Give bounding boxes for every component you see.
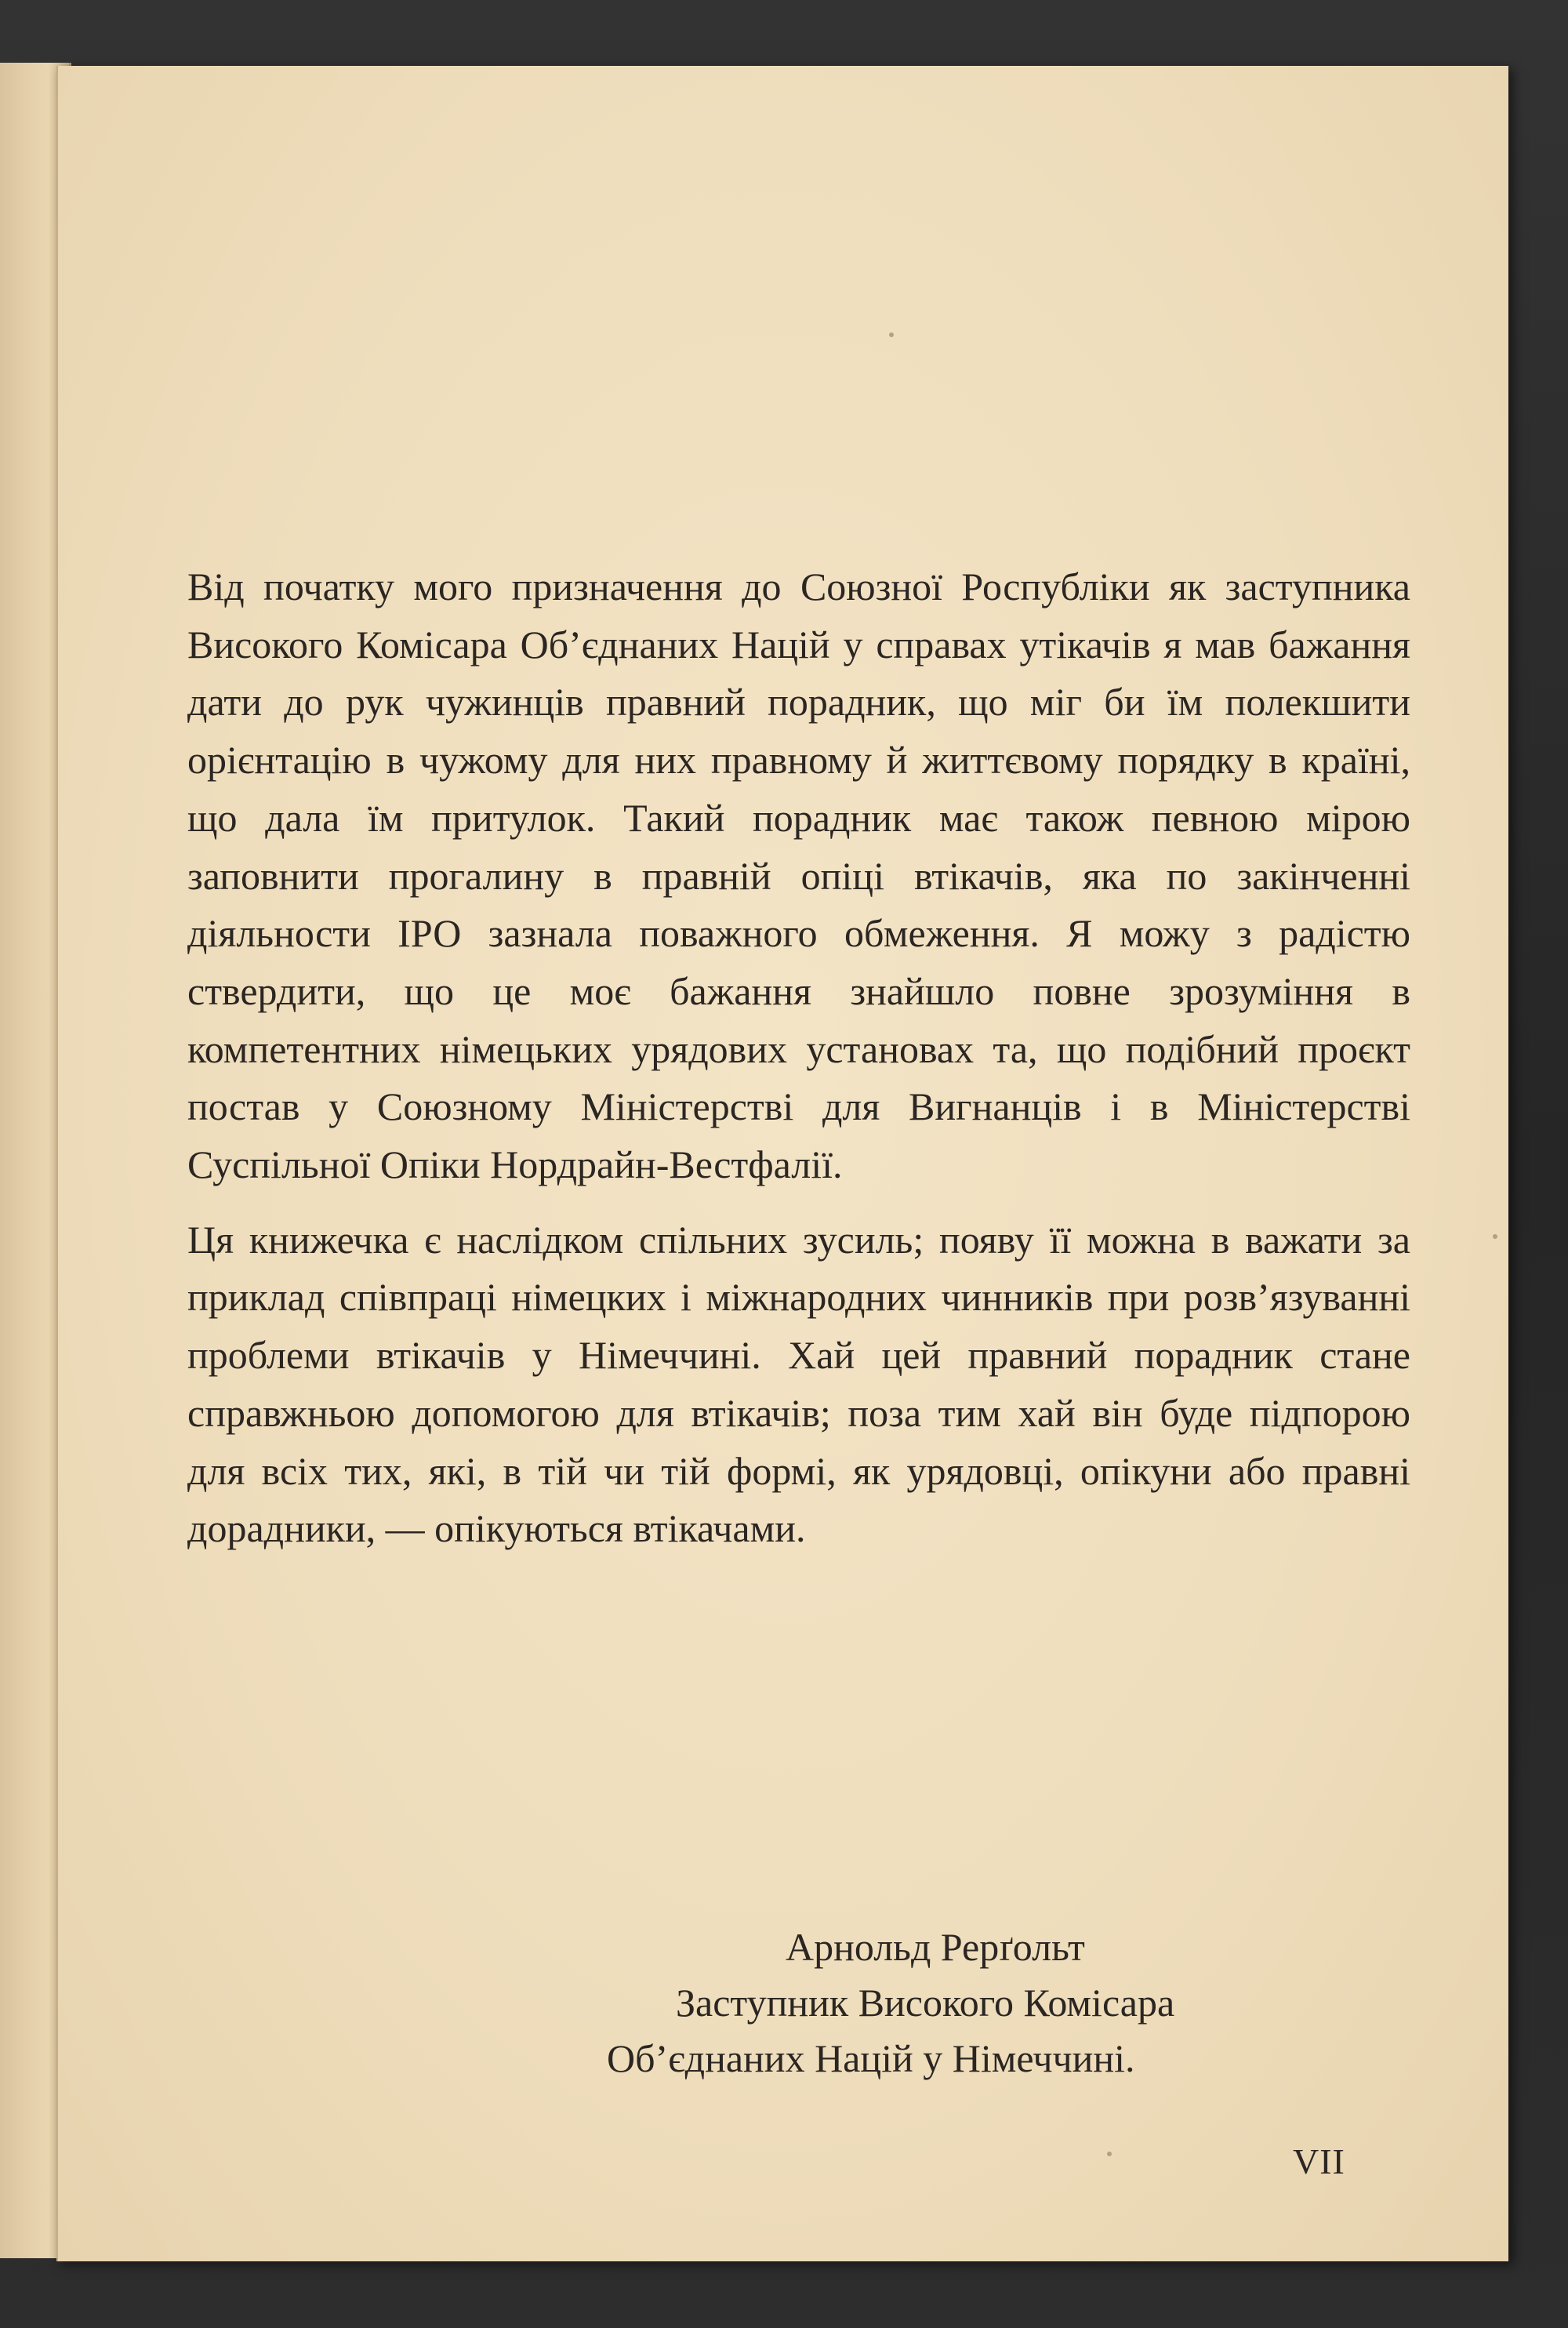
paper-speck: [1493, 1234, 1497, 1239]
paragraph-1: Від початку мого призначення до Союзної Роспубліки як заступника Високого Комісара Об’єднаних Націй у справах утікачів я мав бажання дати до рук чужинців правний порадник, що міг би їм полекшити орієнтацію в чужому для них правному й життєвому порядку в країні, що дала їм притулок. Такий порадник має також певною мірою заповнити прогалину в правній опіці втікачів, яка по закінченні діяльности ІРО зазнала поважного обмеження. Я можу з радістю ствердити, що це моє бажання знайшло повне зрозуміння в компетентних німецьких урядових установах та, що подібний проєкт постав у Союзному Міністерстві для Вигнанців і в Міністерстві Суспільної Опіки Нордрайн-Вестфалії.: [187, 565, 1410, 1187]
signature-name: Арнольд Рерґольт: [786, 1925, 1085, 1969]
signature-title-line-1: Заступник Високого Комісара: [676, 1981, 1175, 2025]
signature-block: [528, 1919, 1406, 2086]
page-number: VII: [1293, 2141, 1345, 2181]
foreword-text: [187, 558, 1410, 1558]
signature-title-line-2: Об’єднаних Націй у Німеччині.: [607, 2036, 1135, 2080]
paper-speck: [889, 332, 894, 337]
book-page: [56, 66, 1508, 2261]
paragraph-2: Ця книжечка є наслідком спільних зусиль; появу її можна в важати за приклад співпраці німецких і міжнародних чинників при розв’язуванні проблеми втікачів у Німеччині. Хай цей правний порадник стане справжньою допомогою для втікачів; поза тим хай він буде підпорою для всіх тих, які, в тій чи тій формі, як урядовці, опікуни або правні дорадники, — опікуються втікачами.: [187, 1217, 1410, 1551]
paper-speck: [1107, 2152, 1112, 2156]
